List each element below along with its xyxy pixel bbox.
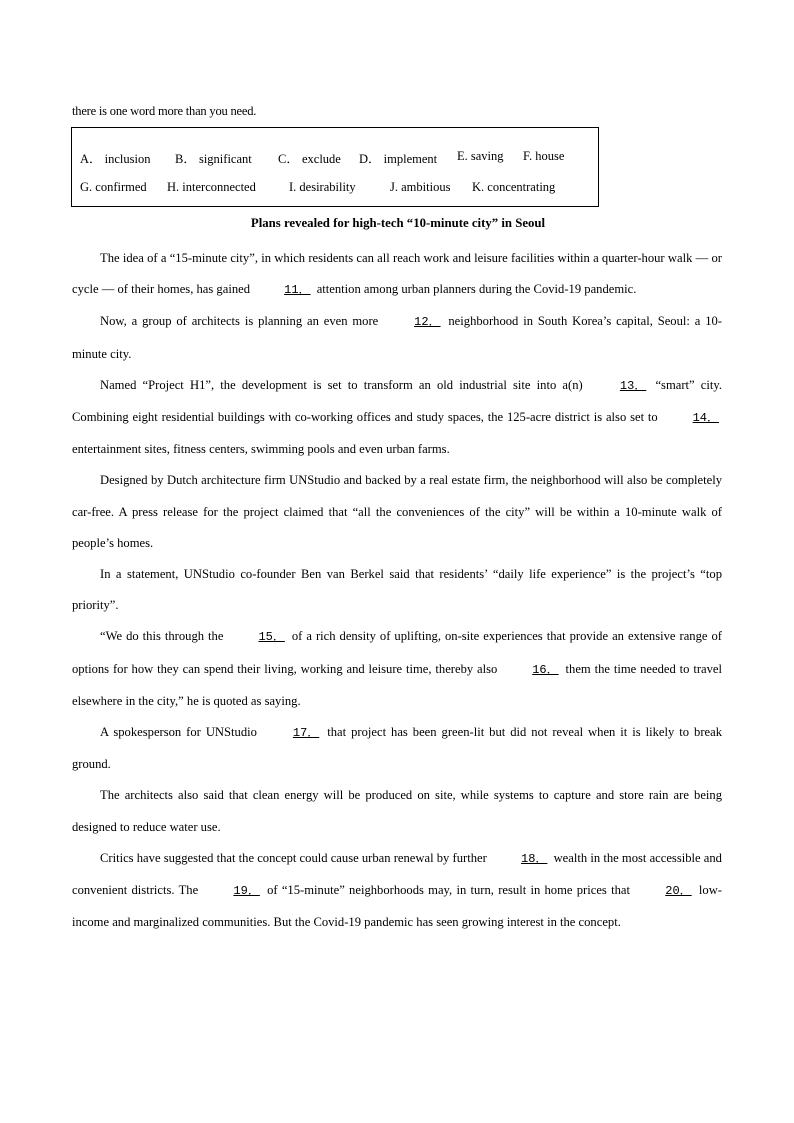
paragraph-4: Designed by Dutch architecture firm UNStudio and backed by a real estate firm, the neighborhood will also be completely car-free. A press release for the project claimed that “all the conveniences of the city” will be within a 10-minute walk of people’s homes. xyxy=(72,473,722,550)
blank-11[interactable]: 11． xyxy=(284,283,311,298)
blank-20[interactable]: 20． xyxy=(665,884,692,899)
paragraph-3: Named “Project H1”, the development is set to transform an old industrial site into a(n) 13． “smart” city. Combining eight residential buildings with co-working offices and study spaces, the 125-acre district is also set to 14． entertainment sites, fitness centers, swimming pools and even urban farms. xyxy=(72,370,722,466)
paragraph-7: A spokesperson for UNStudio 17． that project has been green-lit but did not reveal when it is likely to break ground. xyxy=(72,717,722,780)
blank-12[interactable]: 12． xyxy=(414,315,441,330)
blank-17[interactable]: 17． xyxy=(292,726,320,741)
paragraph-5: In a statement, UNStudio co-founder Ben van Berkel said that residents’ “daily life experience” is the project’s “top priority”. xyxy=(72,567,722,613)
blank-19[interactable]: 19． xyxy=(233,884,260,899)
paragraph-9: Critics have suggested that the concept could cause urban renewal by further 18． wealth in the most accessible and convenient districts. The 19． of “15-minute” neighborhoods may, in turn, result in home prices that 20． low-income and marginalized communities. But the Covid-19 pandemic has seen growing interest in the concept. xyxy=(72,843,722,939)
blank-15[interactable]: 15． xyxy=(258,630,285,645)
blank-13[interactable]: 13． xyxy=(619,378,647,393)
option-h: H. interconnected xyxy=(167,180,256,194)
paragraph-2: Now, a group of architects is planning an even more 12． neighborhood in South Korea’s capital, Seoul: a 10-minute city. xyxy=(72,306,722,369)
option-e: E. saving xyxy=(457,149,504,163)
paragraph-8: The architects also said that clean energy will be produced on site, while systems to capture and store rain are being designed to reduce water use. xyxy=(72,788,722,834)
option-i: I. desirability xyxy=(289,180,356,194)
option-b: B． significant xyxy=(175,152,252,166)
option-k: K. concentrating xyxy=(472,180,556,194)
blank-14[interactable]: 14． xyxy=(692,411,719,426)
option-d: D． implement xyxy=(359,152,438,166)
option-c: C． exclude xyxy=(278,152,341,166)
option-j: J. ambitious xyxy=(390,180,451,194)
passage-title: Plans revealed for high-tech “10-minute city” in Seoul xyxy=(250,216,546,230)
blank-16[interactable]: 16． xyxy=(532,662,559,677)
option-g: G. confirmed xyxy=(80,180,147,194)
option-a: A． inclusion xyxy=(80,152,151,166)
paragraph-1: The idea of a “15-minute city”, in which residents can all reach work and leisure facilities within a quarter-hour walk — or cycle — of their homes, has gained 11． attention among urban planners during the Covid-19 pandemic. xyxy=(72,243,722,306)
word-bank-box xyxy=(71,127,599,207)
passage-body xyxy=(72,243,722,938)
blank-18[interactable]: 18． xyxy=(521,851,548,866)
paragraph-6: “We do this through the 15． of a rich density of uplifting, on-site experiences that provide an extensive range of options for how they can spend their living, working and leisure time, thereby also 16． them the time needed to travel elsewhere in the city,” he is quoted as saying. xyxy=(72,621,722,717)
instruction-text: there is one word more than you need. xyxy=(72,104,257,118)
option-f: F. house xyxy=(523,149,565,163)
